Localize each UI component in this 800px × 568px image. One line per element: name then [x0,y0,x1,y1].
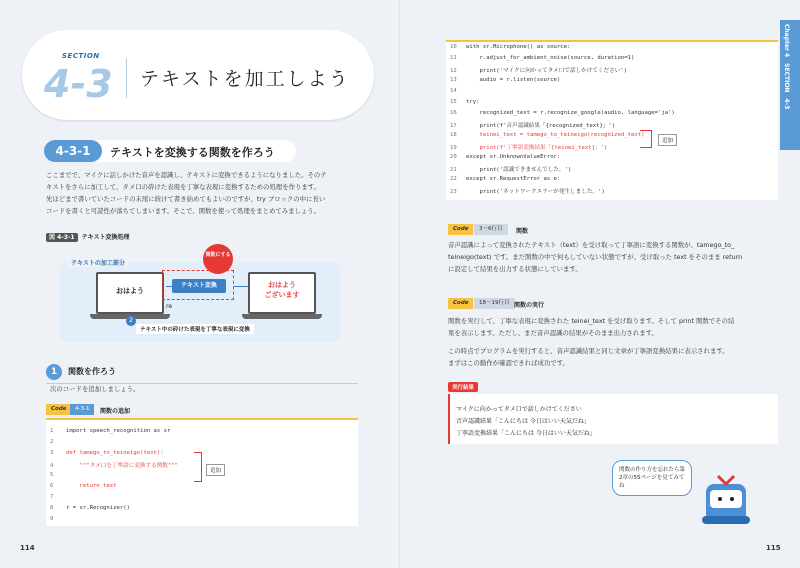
code-line [450,165,571,173]
code-line [450,176,560,182]
explain-line: 関数を実行して、丁寧な表現に変換された teinei_text を受け取ります。そして print 関数でその結 [448,317,735,325]
code-line [50,428,170,434]
code-line [50,439,66,445]
code-line [50,472,66,478]
add-bracket [640,130,652,148]
code-line [450,99,479,105]
code-line [450,187,605,195]
code-line [450,143,607,151]
code-line [450,110,675,116]
convert-process: テキスト変換 [172,279,226,293]
code-name: 関数 [516,228,529,235]
intro-line: コードを書くと可読性が落ちてしまいます。そこで、関数を使って処理をまとめてみましょう。 [46,207,321,215]
step-title: 関数を作ろう [68,367,116,376]
add-label: 追加 [658,134,677,146]
diagram-title: テキストの加工部分 [68,258,128,267]
mascot-icon [698,466,754,528]
code-line [50,516,66,522]
line-number: 13 [450,77,457,83]
line-number: 3 [50,450,54,456]
add-bracket [194,452,202,482]
line-text: teinei_text = tamego_to_teineigo(recognized_text) [466,132,645,138]
result-line: 音声認識結果「こんにちは 今日はいい天気だね」 [456,418,590,425]
line-text: except sr.UnknownValueError: [466,154,561,160]
line-number: 10 [450,44,457,50]
intro-line: ここまでで、マイクに話しかけた音声を認識し、テキストに変換できるようになりました。そのテ [46,171,327,179]
code-line [450,121,615,129]
arrow-right-icon [234,286,248,287]
code-line [50,483,117,489]
page-number: 115 [766,544,781,552]
figure-title: テキスト変換処理 [81,234,130,241]
section-number: 4-3 [44,62,113,106]
line-text: print('マイクに向かってタメ口で話しかけてください') [466,68,628,74]
chapter-label: Chapter 4 SECTION 4-3 [783,24,790,110]
line-number: 1 [50,428,54,434]
line-number: 8 [50,505,54,511]
section-divider [126,58,127,98]
result-line: 丁寧語変換結果「こんにちは 今日はいい天気だね」 [456,430,596,437]
line-number: 15 [450,99,457,105]
line-number: 12 [450,68,457,74]
line-number: 14 [450,88,457,94]
code-line [450,77,560,83]
code-line [450,154,560,160]
code-id: 4-3-1 [70,404,94,415]
line-number: 16 [450,110,457,116]
figure-label [46,232,130,241]
line-number: 9 [50,516,54,522]
code-line [50,494,66,500]
diagram-caption: テキスト中の砕けた表現を丁寧な表現に変換 [136,324,254,334]
section-title: テキストを加工しよう [140,68,350,90]
line-number: 22 [450,176,457,182]
line-text: print(f'音声認識結果「{recognized_text}」') [466,123,616,129]
code-range: 3〜6行目 [474,224,508,235]
line-number: 5 [50,472,54,478]
line-text: import speech_recognition as sr [66,428,171,434]
book-gutter [399,0,401,568]
line-text: try: [466,99,480,105]
line-text: r = sr.Recognizer() [66,505,130,511]
code-line [450,66,627,74]
line-number: 18 [450,132,457,138]
subsection-title: テキストを変換する関数を作ろう [110,146,275,159]
line-text: audio = r.listen(source) [466,77,561,83]
line-text: def tamego_to_teineigo(text): [66,450,164,456]
explain-line: teineigo(text) です。まだ関数の中で何もしていない状態ですが、受け取った text をそのまま return [448,253,743,261]
input-text: おはよう [116,287,144,295]
code-name: 関数の実行 [514,302,545,309]
line-number: 23 [450,189,457,195]
result-line: マイクに向かってタメ口で話しかけてください [456,406,582,413]
step-number: 1 [46,364,62,380]
output-text: おはよう ございます [264,281,300,299]
line-text: recognized_text = r.recognize_google(audio, language='ja') [466,110,675,116]
step-text: 次のコードを追加しましょう。 [50,385,140,393]
line-text: print('ネットワークエラーが発生しました。') [466,189,605,195]
line-text: return text [66,483,117,489]
line-text: print('認識できませんでした。') [466,167,572,173]
line-text: with sr.Microphone() as source: [466,44,571,50]
explain-line: 果を表示します。ただし、まだ音声認識の結果がそのまま出力されます。 [448,329,658,337]
line-number: 6 [50,483,54,489]
code-line [450,88,466,94]
code-tag: Code [448,298,473,309]
subsection-number: 4-3-1 [44,140,102,162]
laptop-base [242,314,322,319]
code-line [50,505,130,511]
code-line [450,55,634,61]
explain-line: に設定して結果を出力する状態にしています。 [448,265,582,273]
intro-line: キストをさらに加工して、タメ口の砕けた表現を丁寧な表現に変換するための処理を作ります。 [46,183,321,191]
code-range: 18〜19行目 [474,298,515,309]
line-number: 17 [450,123,457,129]
line-number: 20 [450,154,457,160]
tip-bubble: 関数の作り方を忘れたら第2章の55ページを見てみてね [612,460,692,496]
result-tag: 実行結果 [448,382,478,392]
line-number: 2 [50,439,54,445]
line-text: except sr.RequestError as e: [466,176,561,182]
line-text: r.adjust_for_ambient_noise(source, duration=1) [466,55,635,61]
code-tag: Code [46,404,71,415]
code-line [450,132,645,138]
line-text: print(f'丁寧語変換結果「{teinei_text}」') [466,145,608,151]
figure-tag: 図 4-3-1 [46,233,78,242]
line-number: 21 [450,167,457,173]
line-number: 4 [50,463,54,469]
explain-line: まずはこの動作が確認できれば成功です。 [448,359,569,367]
code-name: 関数の追加 [100,408,131,415]
function-badge: 関数にする [203,244,233,274]
page-number: 114 [20,544,35,552]
code-line [50,450,164,456]
re-label: re [166,303,173,310]
line-number: 7 [50,494,54,500]
explain-line: 音声認識によって変換されたテキスト（text）を受け取って丁寧語に変換する関数が、tamego_to_ [448,241,735,249]
section-label: SECTION [62,52,100,60]
code-line [450,44,570,50]
line-text: """タメ口を丁寧語に変換する関数""" [66,463,178,469]
explain-line: この時点でプログラムを実行すると、音声認識結果と同じ文章が丁寧語変換結果に表示されます。 [448,347,729,355]
caption-number: 2 [126,316,136,326]
code-tag: Code [448,224,473,235]
line-number: 11 [450,55,457,61]
intro-line: 先ほどまで書いていたコードの末尾に続けて書き始めてもよいのですが、try ブロックの中に長い [46,195,326,203]
line-number: 19 [450,145,457,151]
add-label: 追加 [206,464,225,476]
code-line [50,461,178,469]
